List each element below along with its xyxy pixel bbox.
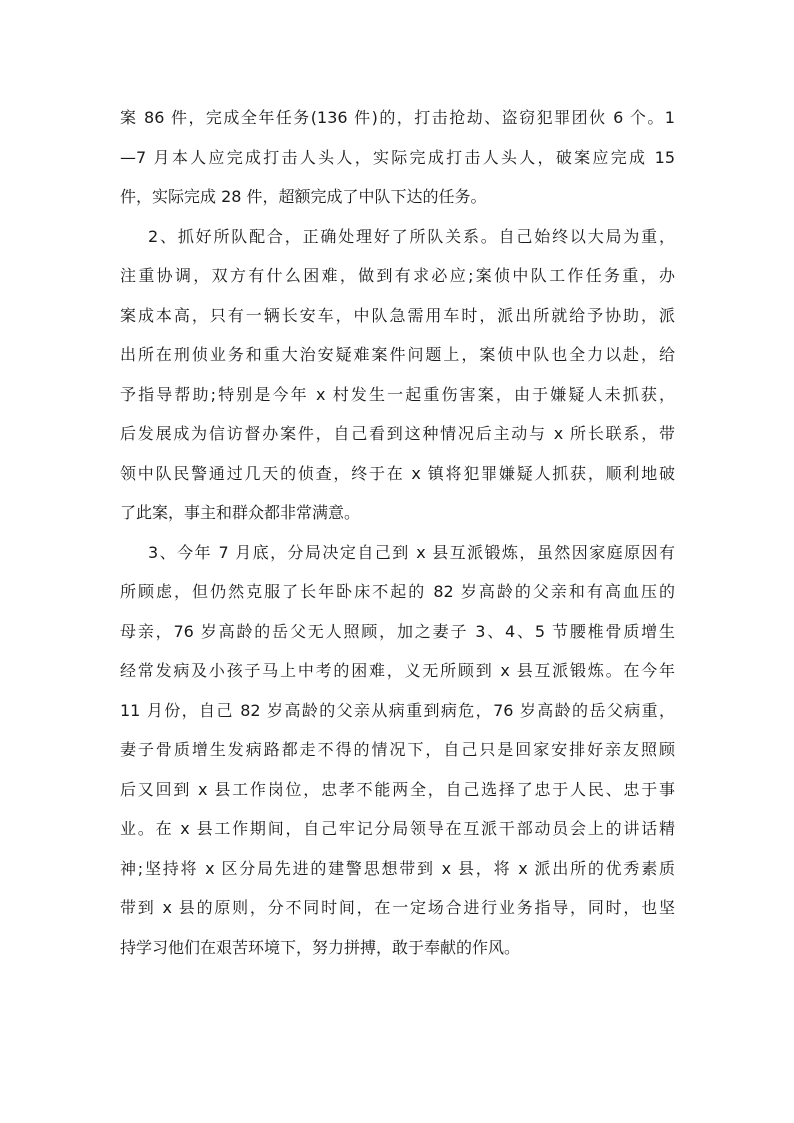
text-line: 持学习他们在艰苦环境下，努力拼搏，敢于奉献的作风。 [120, 937, 521, 957]
text-line: 了此案，事主和群众都非常满意。 [120, 503, 361, 522]
text-line: 2、抓好所队配合，正确处理好了所队关系。自己始终以大局为重， [148, 226, 675, 246]
paragraph-3 [120, 533, 675, 968]
text-line: 予指导帮助;特别是今年 x 村发生一起重伤害案，由于嫌疑人未抓获， [120, 384, 675, 404]
text-line: 经常发病及小孩子马上中考的困难，义无所顾到 x 县互派锻炼。在今年 [120, 661, 675, 680]
text-line: 妻子骨质增生发病路都走不得的情况下，自己只是回家安排好亲友照顾 [120, 740, 675, 759]
text-line: —7 月本人应完成打击人头人，实际完成打击人头人，破案应完成 15 [120, 147, 675, 167]
text-line: 后又回到 x 县工作岗位，忠孝不能两全，自己选择了忠于人民、忠于事 [120, 779, 675, 799]
text-line: 后发展成为信访督办案件，自己看到这种情况后主动与 x 所长联系，带 [120, 424, 675, 443]
text-line: 带到 x 县的原则，分不同时间，在一定场合进行业务指导，同时，也坚 [120, 898, 675, 917]
text-line: 业。在 x 县工作期间，自己牢记分局领导在互派干部动员会上的讲话精 [120, 819, 675, 838]
text-line: 领中队民警通过几天的侦查，终于在 x 镇将犯罪嫌疑人抓获，顺利地破 [120, 463, 675, 483]
text-line: 注重协调，双方有什么困难，做到有求必应;案侦中队工作任务重，办 [120, 266, 675, 285]
text-line: 11 月份，自己 82 岁高龄的父亲从病重到病危，76 岁高龄的岳父病重， [120, 700, 675, 720]
text-line: 3、今年 7 月底，分局决定自己到 x 县互派锻炼，虽然因家庭原因有 [148, 542, 675, 562]
document-body [120, 98, 675, 967]
text-line: 案成本高，只有一辆长安车，中队急需用车时，派出所就给予协助，派 [120, 305, 675, 325]
text-line: 出所在刑侦业务和重大治安疑难案件问题上，案侦中队也全力以赴，给 [120, 345, 675, 364]
text-line: 神;坚持将 x 区分局先进的建警思想带到 x 县，将 x 派出所的优秀素质 [120, 858, 675, 878]
text-line: 所顾虑，但仍然克服了长年卧床不起的 82 岁高龄的父亲和有高血压的 [120, 582, 675, 601]
paragraph-1 [120, 98, 675, 217]
paragraph-2 [120, 217, 675, 533]
text-line: 案 86 件，完成全年任务(136 件)的，打击抢劫、盗窃犯罪团伙 6 个。1 [120, 108, 675, 127]
text-line: 件，实际完成 28 件，超额完成了中队下达的任务。 [120, 187, 487, 206]
text-line: 母亲，76 岁高龄的岳父无人照顾，加之妻子 3、4、5 节腰椎骨质增生 [120, 621, 675, 641]
